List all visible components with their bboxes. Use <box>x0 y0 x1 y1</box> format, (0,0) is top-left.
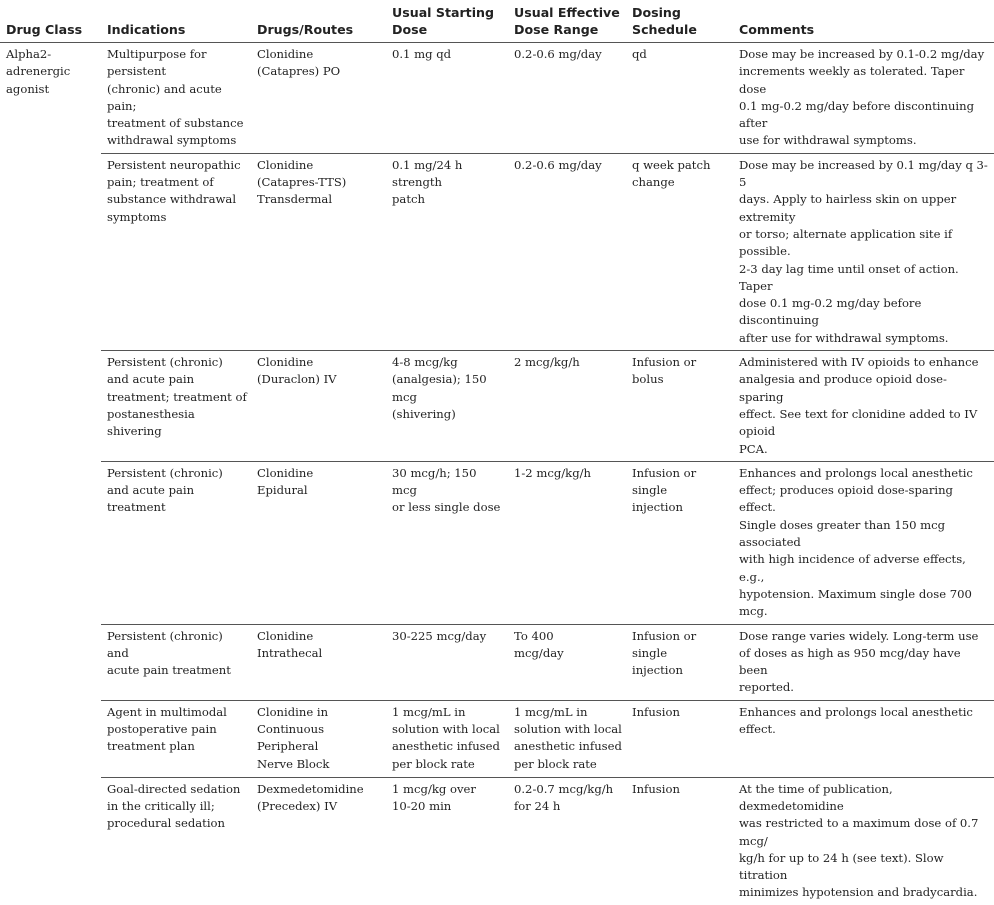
start-dose-cell: 1 mcg/kg over 10-20 min <box>392 781 476 813</box>
schedule-cell: Infusion <box>632 781 680 796</box>
table-row <box>0 700 994 777</box>
header-drugs-routes: Drugs/Routes <box>251 0 386 43</box>
header-drug-class: Drug Class <box>0 0 101 43</box>
drug-cell: Clonidine (Duraclon) IV <box>251 351 386 462</box>
start-dose-cell: 30 mcg/h; 150 mcg or less single dose <box>386 461 508 624</box>
comments-cell: Dose may be increased by 0.1-0.2 mg/day increments weekly as tolerated. Taper dose 0.1 mg-0.2 mg/day before discontinuing after use for withdrawal symptoms. <box>733 43 994 154</box>
header-effective-range: Usual Effective Dose Range <box>508 0 626 43</box>
empty-cell <box>0 700 101 777</box>
drug-cell: Clonidine (Catapres) PO <box>251 43 386 154</box>
start-dose-cell: 1 mcg/mL in solution with local anesthetic infused per block rate <box>386 700 508 777</box>
comments-cell: Administered with IV opioids to enhance analgesia and produce opioid dose-sparing effect. See text for clonidine added to IV opioid PCA. <box>733 351 994 462</box>
comments-cell: Dose may be increased by 0.1 mg/day q 3-5 days. Apply to hairless skin on upper extremity or torso; alternate application site if possible. 2-3 day lag time until onset of action. Taper dose 0.1 mg-0.2 mg/day before discontinuing after use for withdrawal symptoms. <box>733 153 994 350</box>
drug-class-cell: Alpha2-adrenergic agonist <box>6 47 71 96</box>
indication-cell: Agent in multimodal postoperative pain treatment plan <box>101 700 251 777</box>
range-cell: 2 mcg/kg/h <box>508 351 626 462</box>
header-dosing-schedule: Dosing Schedule <box>626 0 733 43</box>
table-row <box>0 43 994 154</box>
table-row <box>0 777 994 905</box>
table-row <box>0 153 994 350</box>
schedule-cell: q week patch change <box>626 153 733 350</box>
header-starting-dose: Usual Starting Dose <box>386 0 508 43</box>
schedule-cell: Infusion <box>626 700 733 777</box>
drug-cell: Dexmedetomidine (Precedex) IV <box>257 781 364 813</box>
drug-cell: Clonidine Intrathecal <box>251 624 386 700</box>
range-cell: 0.2-0.6 mg/day <box>508 43 626 154</box>
empty-cell <box>0 153 101 350</box>
indication-cell: Persistent (chronic) and acute pain treatment <box>101 624 251 700</box>
range-cell: 0.2-0.6 mg/day <box>508 153 626 350</box>
header-row <box>0 0 994 43</box>
schedule-cell: Infusion or bolus <box>626 351 733 462</box>
empty-cell <box>0 461 101 624</box>
header-indications: Indications <box>101 0 251 43</box>
table-row <box>0 461 994 624</box>
drug-cell: Clonidine Epidural <box>251 461 386 624</box>
empty-cell <box>0 624 101 700</box>
start-dose-cell: 4-8 mcg/kg (analgesia); 150 mcg (shivering) <box>386 351 508 462</box>
schedule-cell: Infusion or single injection <box>626 624 733 700</box>
range-cell: To 400 mcg/day <box>508 624 626 700</box>
empty-cell <box>0 777 101 905</box>
drug-cell: Clonidine (Catapres-TTS) Transdermal <box>251 153 386 350</box>
comments-cell: At the time of publication, dexmedetomidine was restricted to a maximum dose of 0.7 mcg/ kg/h for up to 24 h (see text). Slow titration minimizes hypotension and bradycardia. <box>739 781 979 900</box>
schedule-cell: qd <box>626 43 733 154</box>
start-dose-cell: 0.1 mg qd <box>386 43 508 154</box>
table-row <box>0 624 994 700</box>
start-dose-cell: 0.1 mg/24 h strength patch <box>386 153 508 350</box>
indication-cell: Goal-directed sedation in the critically ill; procedural sedation <box>107 781 241 831</box>
comments-cell: Enhances and prolongs local anesthetic effect. <box>733 700 994 777</box>
comments-cell: Enhances and prolongs local anesthetic effect; produces opioid dose-sparing effect. Single doses greater than 150 mcg associated with high incidence of adverse effects, e.g., hypotension. Maximum single dose 700 mcg. <box>733 461 994 624</box>
range-cell: 1 mcg/mL in solution with local anesthetic infused per block rate <box>508 700 626 777</box>
range-cell: 0.2-0.7 mcg/kg/h for 24 h <box>514 781 614 813</box>
indication-cell: Multipurpose for persistent (chronic) and acute pain; treatment of substance withdrawal symptoms <box>101 43 251 154</box>
empty-cell <box>0 351 101 462</box>
range-cell: 1-2 mcg/kg/h <box>508 461 626 624</box>
header-comments: Comments <box>733 0 994 43</box>
indication-cell: Persistent (chronic) and acute pain treatment <box>101 461 251 624</box>
indication-cell: Persistent (chronic) and acute pain treatment; treatment of postanesthesia shivering <box>101 351 251 462</box>
table-row <box>0 351 994 462</box>
start-dose-cell: 30-225 mcg/day <box>386 624 508 700</box>
indication-cell: Persistent neuropathic pain; treatment of substance withdrawal symptoms <box>101 153 251 350</box>
comments-cell: Dose range varies widely. Long-term use of doses as high as 950 mcg/day have been reported. <box>733 624 994 700</box>
drug-cell: Clonidine in Continuous Peripheral Nerve Block <box>251 700 386 777</box>
schedule-cell: Infusion or single injection <box>626 461 733 624</box>
